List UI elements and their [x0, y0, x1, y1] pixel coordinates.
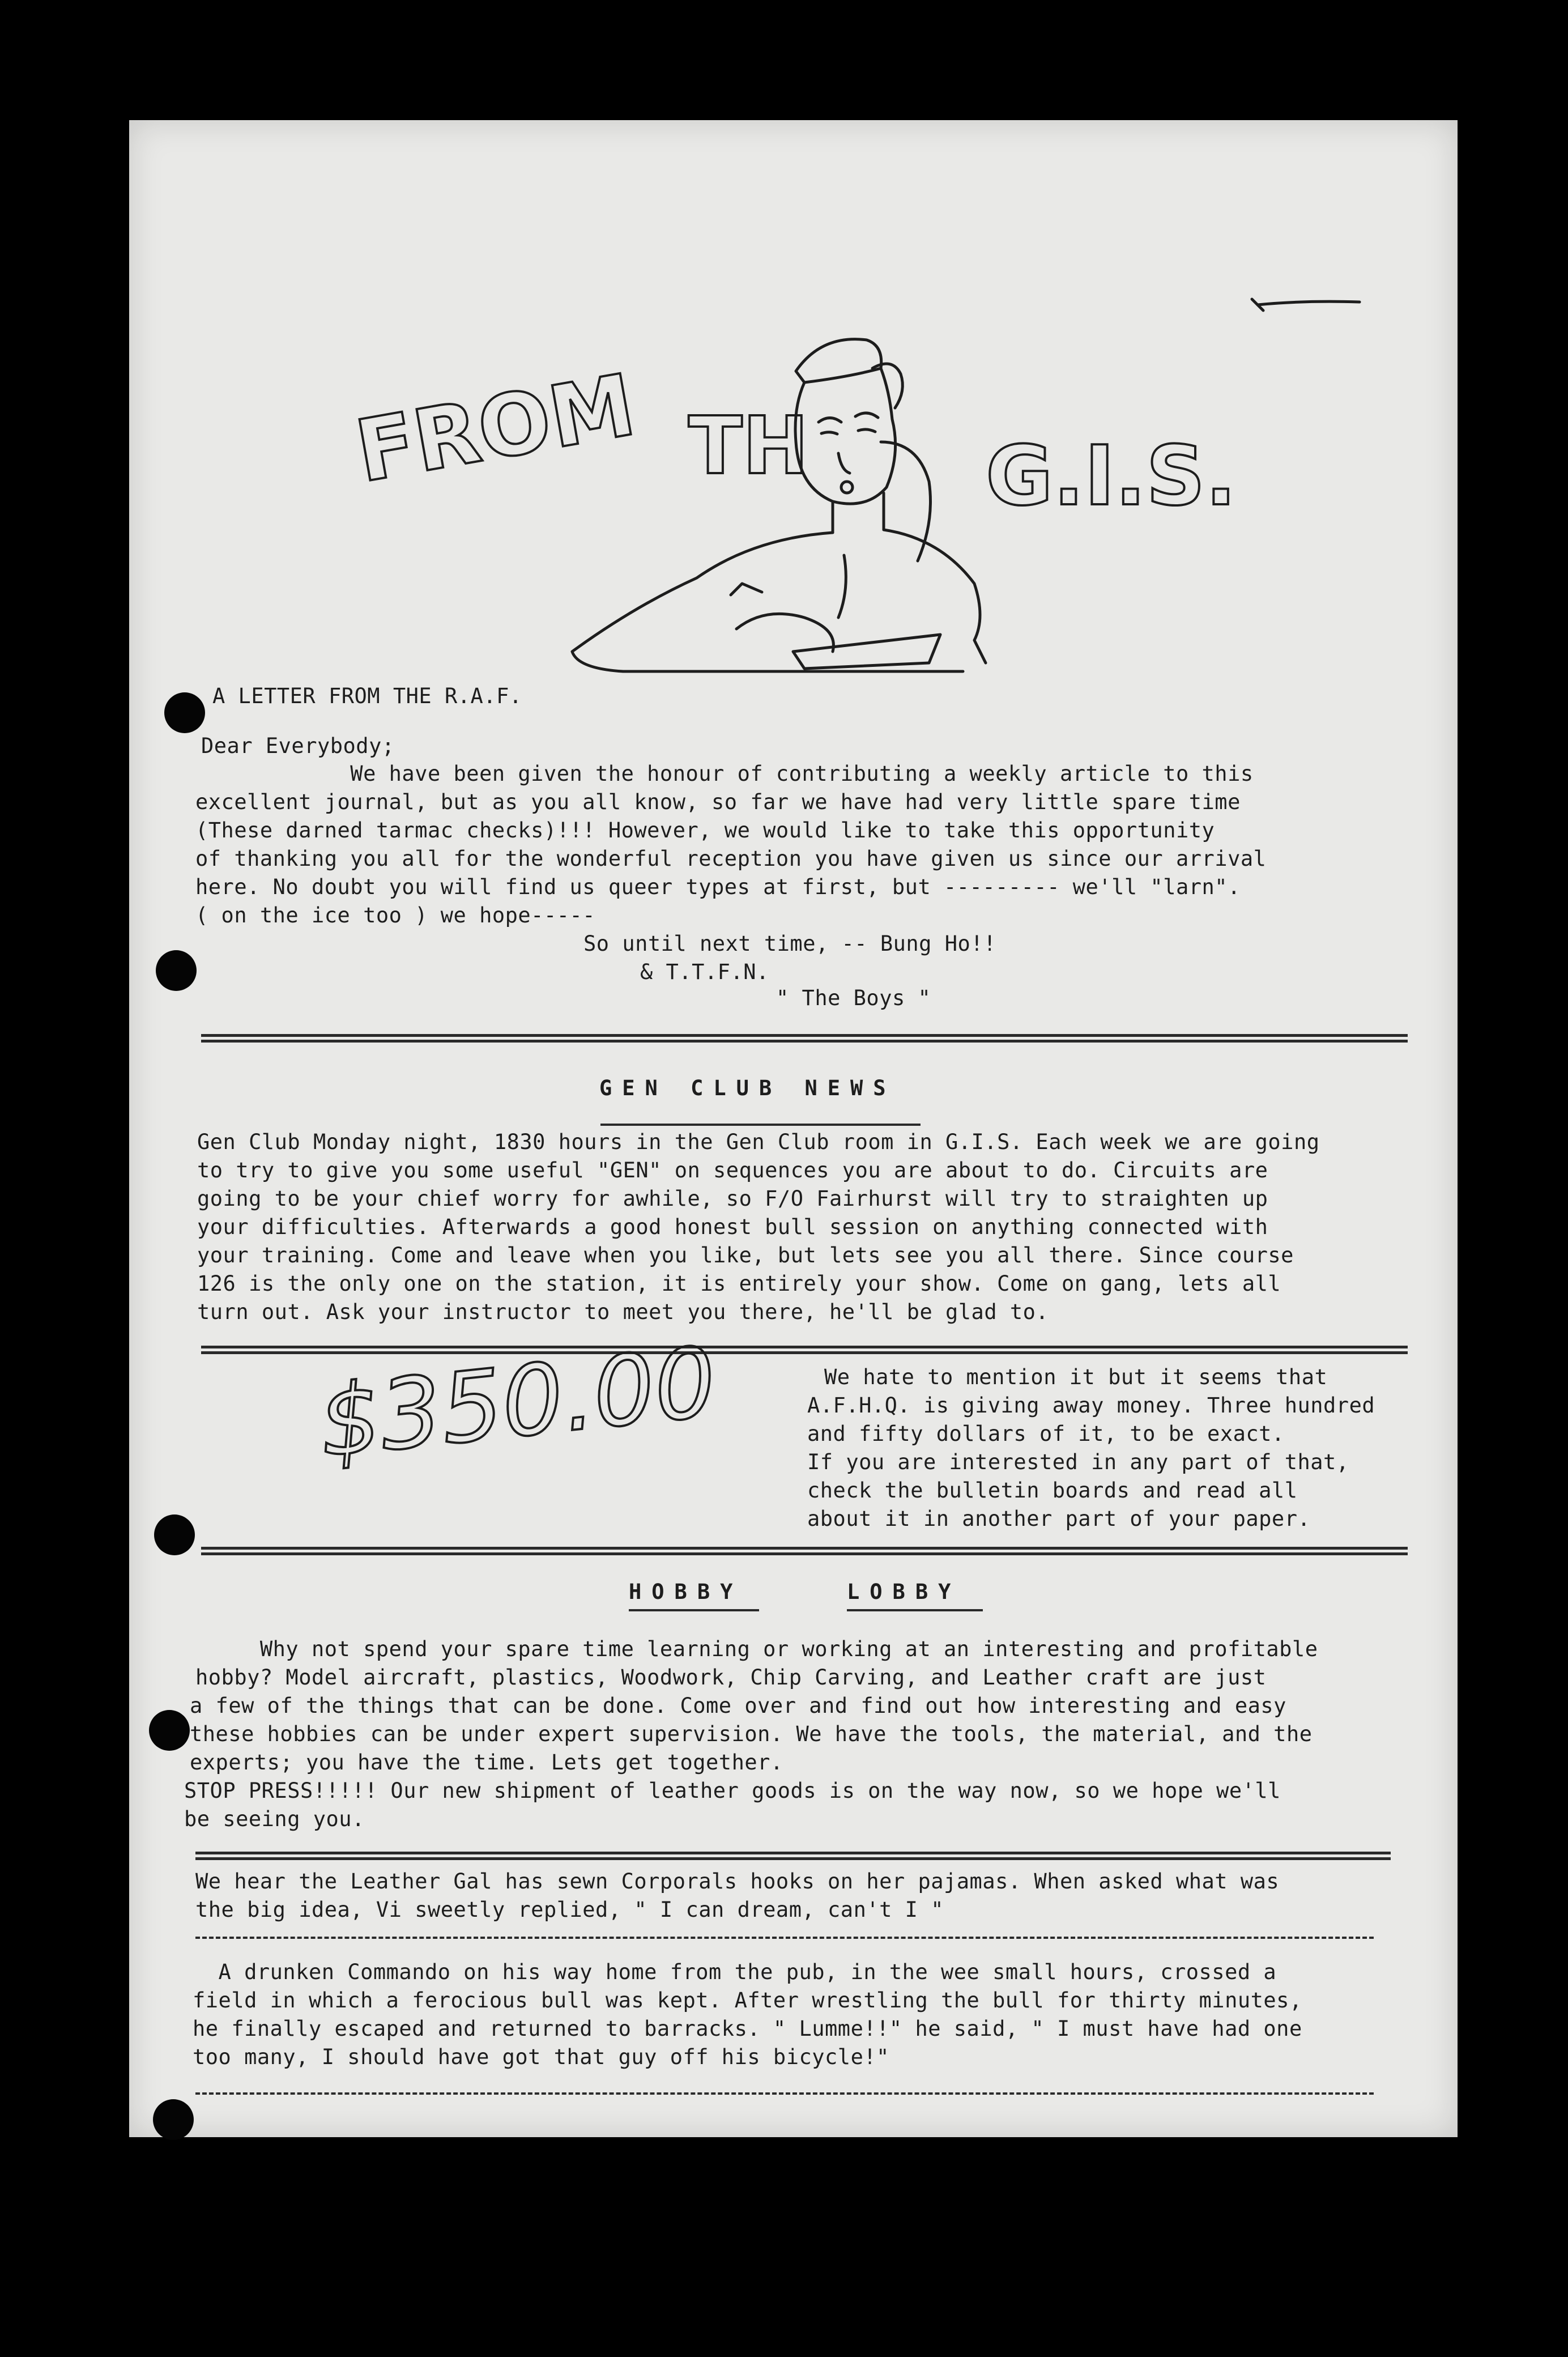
money-line: and fifty dollars of it, to be exact.	[807, 1422, 1285, 1446]
hobby-line: STOP PRESS!!!!! Our new shipment of leather goods is on the way now, so we hope we'll	[184, 1779, 1281, 1803]
binder-hole	[154, 1514, 195, 1555]
binder-hole	[149, 1710, 190, 1751]
hobby-title-right: LOBBY	[847, 1580, 961, 1604]
money-amount-drawing	[313, 1326, 748, 1493]
gen-club-line: Gen Club Monday night, 1830 hours in the Gen Club room in G.I.S. Each week we are going	[197, 1130, 1320, 1154]
section-divider	[201, 1034, 1408, 1045]
letter-line: excellent journal, but as you all know, so far we have had very little spare time	[195, 790, 1241, 814]
binder-hole	[156, 950, 197, 991]
hobby-line: hobby? Model aircraft, plastics, Woodwork, Chip Carving, and Leather craft are just	[195, 1665, 1267, 1690]
hobby-title-underline	[847, 1609, 983, 1611]
gen-club-line: your difficulties. Afterwards a good honest bull session on anything connected with	[197, 1215, 1268, 1239]
letter-closing-line: & T.T.F.N.	[640, 960, 769, 984]
hobby-line: a few of the things that can be done. Come over and find out how interesting and easy	[190, 1694, 1286, 1718]
money-line: If you are interested in any part of that,	[807, 1450, 1349, 1474]
gen-club-line: 126 is the only one on the station, it is entirely your show. Come on gang, lets all	[197, 1271, 1281, 1296]
section-divider	[195, 1852, 1391, 1863]
section-divider	[201, 1346, 1408, 1357]
letter-line: ( on the ice too ) we hope-----	[195, 903, 596, 928]
masthead-illustration	[0, 0, 1568, 708]
gen-club-title: GEN CLUB NEWS	[599, 1076, 896, 1100]
gen-club-title-underline	[600, 1124, 921, 1126]
soldier-cap-icon	[796, 339, 881, 382]
letter-line: We have been given the honour of contributing a weekly article to this	[195, 761, 1254, 786]
masthead-word-the: TH	[688, 400, 809, 492]
letter-closing-line: So until next time, -- Bung Ho!!	[583, 931, 996, 956]
money-line: about it in another part of your paper.	[807, 1507, 1311, 1531]
gen-club-line: to try to give you some useful "GEN" on sequences you are about to do. Circuits are	[197, 1158, 1268, 1182]
letter-salutation: Dear Everybody;	[201, 734, 395, 758]
joke-line: he finally escaped and returned to barracks. " Lumme!!" he said, " I must have had one	[193, 2016, 1302, 2041]
masthead-word-gis: G.I.S.	[986, 428, 1237, 524]
hobby-line: Why not spend your spare time learning or working at an interesting and profitable	[195, 1637, 1318, 1661]
money-line: A.F.H.Q. is giving away money. Three hundred	[807, 1393, 1375, 1418]
hobby-line: these hobbies can be under expert supervision. We have the tools, the material, and the	[190, 1722, 1313, 1746]
gen-club-line: your training. Come and leave when you like, but lets see you all there. Since course	[197, 1243, 1294, 1267]
letter-line: (These darned tarmac checks)!!! However, we would like to take this opportunity	[195, 818, 1215, 843]
dashed-divider	[195, 2092, 1374, 2095]
money-line: check the bulletin boards and read all	[807, 1478, 1298, 1503]
joke-line: A drunken Commando on his way home from the pub, in the wee small hours, crossed a	[193, 1960, 1277, 1984]
gossip-line: We hear the Leather Gal has sewn Corporals hooks on her pajamas. When asked what was	[195, 1869, 1280, 1894]
letter-line: here. No doubt you will find us queer types at first, but --------- we'll "larn".	[195, 875, 1241, 899]
money-amount: $350.00	[313, 1326, 722, 1479]
dashed-divider	[195, 1937, 1374, 1939]
hobby-line: experts; you have the time. Lets get together.	[190, 1750, 783, 1775]
binder-hole	[153, 2099, 194, 2140]
joke-line: too many, I should have got that guy off his bicycle!"	[193, 2045, 889, 2069]
letter-signature: " The Boys "	[776, 986, 931, 1010]
letter-line: of thanking you all for the wonderful reception you have given us since our arrival	[195, 846, 1267, 871]
joke-line: field in which a ferocious bull was kept. After wrestling the bull for thirty minutes,	[193, 1988, 1302, 2013]
hobby-line: be seeing you.	[184, 1807, 365, 1831]
hobby-title-left: HOBBY	[629, 1580, 743, 1604]
gen-club-line: going to be your chief worry for awhile, so F/O Fairhurst will try to straighten up	[197, 1186, 1268, 1211]
section-divider	[201, 1547, 1408, 1558]
masthead-word-from: FROM	[349, 356, 642, 502]
hobby-title-underline	[629, 1609, 759, 1611]
letter-heading: A LETTER FROM THE R.A.F.	[212, 684, 522, 708]
money-line: We hate to mention it but it seems that	[824, 1365, 1328, 1389]
gen-club-line: turn out. Ask your instructor to meet you there, he'll be glad to.	[197, 1300, 1049, 1324]
gossip-line: the big idea, Vi sweetly replied, " I can dream, can't I "	[195, 1897, 944, 1922]
